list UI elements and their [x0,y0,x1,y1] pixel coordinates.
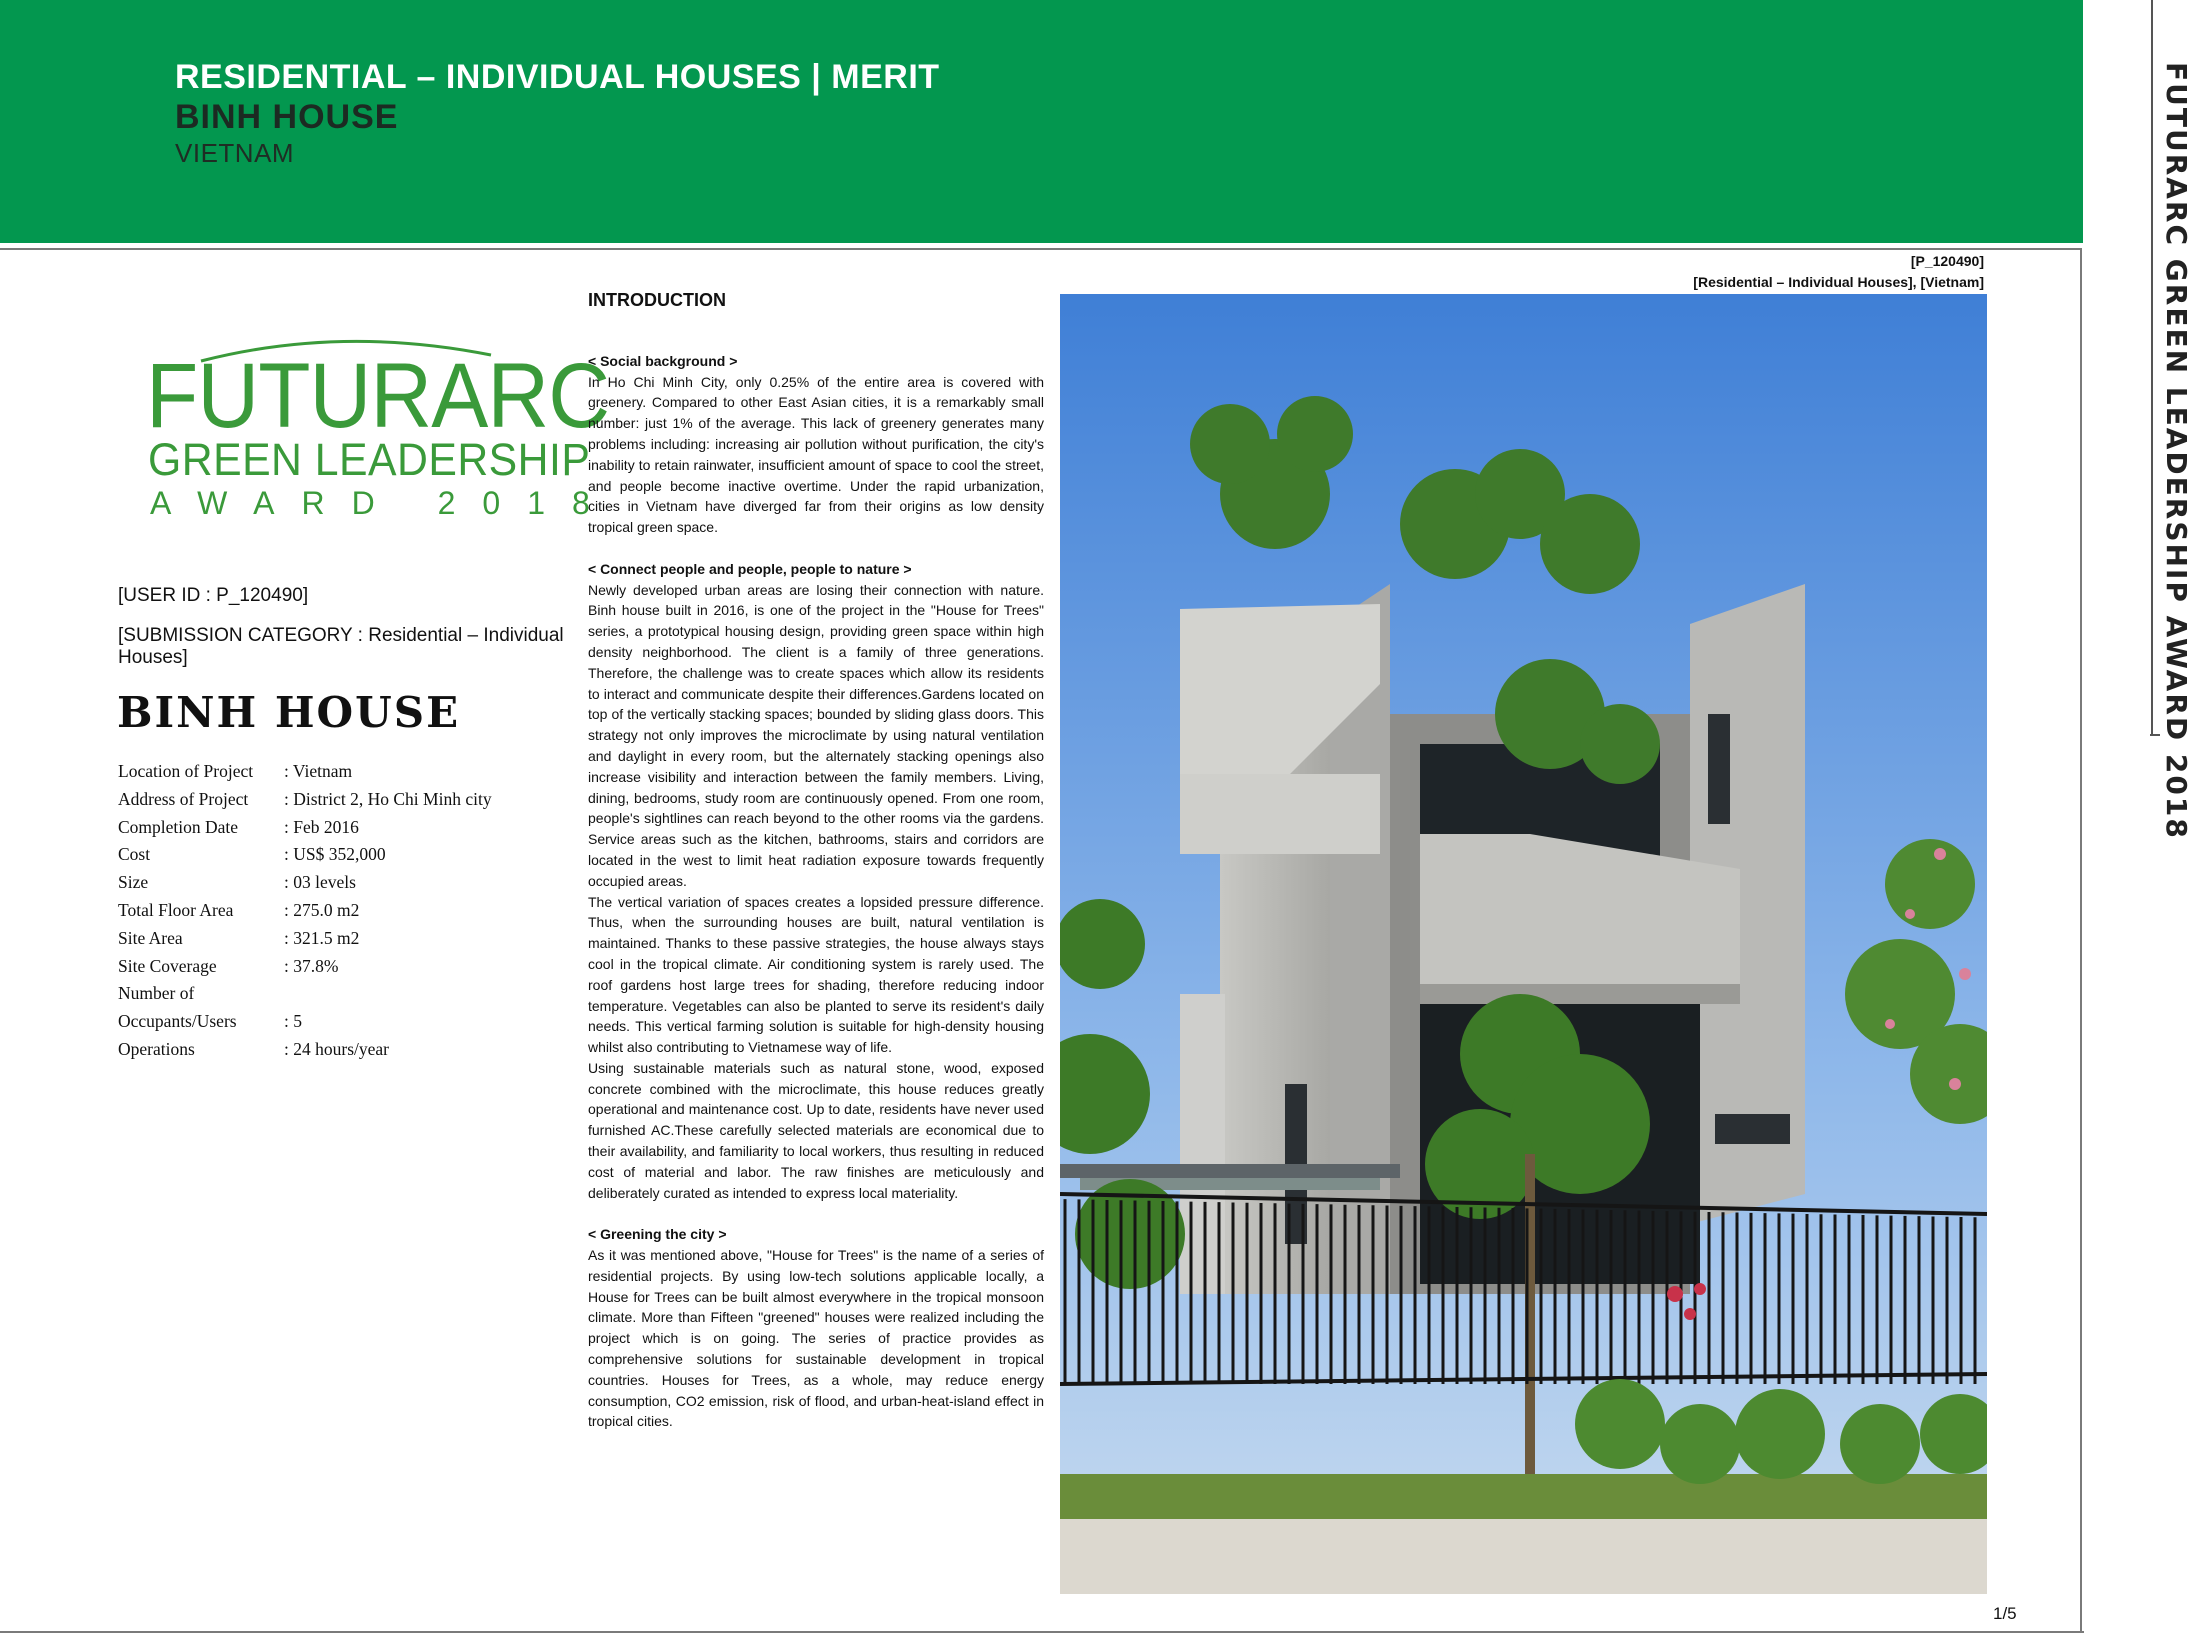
side-title: FUTURARC GREEN LEADERSHIP AWARD 2018 [2160,62,2193,840]
logo-line-3: AWARD 2018 [150,485,617,521]
section-heading: < Social background > [588,352,738,369]
futurarc-logo [146,333,617,523]
category-heading [175,58,940,97]
side-rule [2151,0,2153,735]
introduction-column [588,290,1044,1432]
detail-value: : 24 hours/year [284,1038,389,1059]
detail-key: Address of Project [118,788,249,809]
section-body: In Ho Chi Minh City, only 0.25% of the entire area is covered with greenery. Compared to other East Asian cities, it is a remarkably small number: just 1% of the average. This lack of greenery generates many problems including: increasing air pollution without purification, the city's inability to retain rainwater, insufficient amount of space to cool the street, and people become inactive overtime. Under the rapid urbanization, cities in Vietnam have diverged far from their origins as low density tropical green space. [588,373,1044,536]
detail-row [118,1008,492,1036]
house-photo [1060,294,1987,1594]
detail-row [118,841,492,869]
reference-label [1693,251,1984,293]
category-separator: | [811,58,822,96]
project-details [118,758,492,1064]
project-country: VIETNAM [175,138,295,168]
detail-row [118,980,492,1008]
section-body: Using sustainable materials such as natural stone, wood, exposed concrete combined with the microclimate, this house reduces greatly operational and maintenance cost. Up to date, residents have never used furnished AC.These carefully selected materials are economical due to their availability, and familiarity to local workers, thus resulting in reduced cost of material and labor. The raw finishes are meticulously and deliberately curated as intended to express local materiality. [588,1059,1044,1201]
detail-key: Location of Project [118,761,254,781]
detail-value: : District 2, Ho Chi Minh city [284,788,492,809]
logo-line-2: GREEN LEADERSHIP [148,434,591,485]
section-heading: < Greening the city > [588,1226,727,1243]
detail-key: Completion Date [118,816,239,837]
detail-value: : 321.5 m2 [284,927,360,948]
detail-row [118,758,492,786]
detail-row [118,869,492,897]
user-id: [USER ID : P_120490] [118,585,309,606]
detail-value: : 03 levels [284,872,356,893]
section-body: The vertical variation of spaces creates a lopsided pressure difference. Thus, when the surrounding houses are built, natural ventilation is maintained. Thanks to these passive strategies, the house always stays cool in the tropical climate. Air conditioning system is rarely used. The roof gardens host large trees for shading, therefore reducing indoor temperature. Vegetables can also be planted to serve its resident's daily needs. This vertical farming solution is suitable for high-density housing whilst also contributing to Vietnamese way of life. [588,893,1044,1056]
page-number: 1/5 [1993,1604,2017,1623]
detail-row [118,1036,492,1064]
detail-key: Number of [118,983,195,1004]
detail-value: : 37.8% [284,955,339,976]
detail-key: Site Coverage [118,955,217,976]
introduction-heading: INTRODUCTION [588,290,726,310]
detail-row [118,814,492,842]
house-title: BINH HOUSE [117,688,461,737]
detail-value: : 275.0 m2 [284,899,360,920]
detail-value: : US$ 352,000 [284,844,386,865]
detail-key: Operations [118,1038,195,1059]
project-name: BINH HOUSE [175,98,399,136]
section-body: As it was mentioned above, "House for Trees" is the name of a series of residential projects. By using low-tech solutions applicable locally, a House for Trees can be built almost everywhere in the tropical monsoon climate. More than Fifteen "greened" houses were realized including the project which is on going. The series of practice provides as comprehensive solutions for sustainable development in tropical countries. Houses for Trees, as a whole, may reduce energy consumption, CO2 emission, risk of flood, and urban-heat-island effect in tropical cities. [588,1247,1044,1430]
detail-key: Cost [118,844,151,865]
reference-id: [P_120490] [1910,253,1984,269]
detail-row [118,953,492,981]
reference-category: [Residential – Individual Houses], [Vietnam] [1693,274,1984,290]
detail-value: : 5 [284,1011,302,1032]
detail-key: Size [118,872,149,893]
submission-category: [SUBMISSION CATEGORY : Residential – Individual Houses] [118,625,564,668]
house-photo-illustration [1060,294,1987,1594]
detail-key: Total Floor Area [118,899,234,920]
award-label: MERIT [831,58,940,96]
detail-key: Site Area [118,927,183,948]
category-label: RESIDENTIAL – INDIVIDUAL HOUSES [175,58,802,96]
logo-line-1: FUTURARC [146,345,610,447]
detail-key: Occupants/Users [118,1011,237,1032]
detail-value: : Feb 2016 [284,816,359,837]
detail-row [118,786,492,814]
section-body: Newly developed urban areas are losing their connection with nature. Binh house built in 2016, is one of the project in the "House for Trees" series, a prototypical housing design, providing green space within high density neighborhood. The client is a family of three generations. Therefore, the challenge was to create spaces which allow its residents to interact and communicate despite their differences.Gardens located on top of the vertically stacking spaces; bounded by sliding glass doors. This strategy not only improves the microclimate by using natural ventilation and daylight in every room, but the alternately stacking openings also increase visibility and interaction between the family members. Living, dining, bedrooms, study room are continuously opened. From one room, people's sightlines can reach beyond to the other rooms via the gardens. Service areas such as the kitchen, bathrooms, stairs and corridors are located in the west to limit heat radiation exposure towards frequently occupied areas. [588,581,1044,889]
detail-row [118,925,492,953]
side-rule-tick [2150,734,2160,736]
detail-row [118,897,492,925]
header-band [0,0,2083,243]
section-heading: < Connect people and people, people to nature > [588,560,912,577]
detail-value: : Vietnam [284,761,353,781]
